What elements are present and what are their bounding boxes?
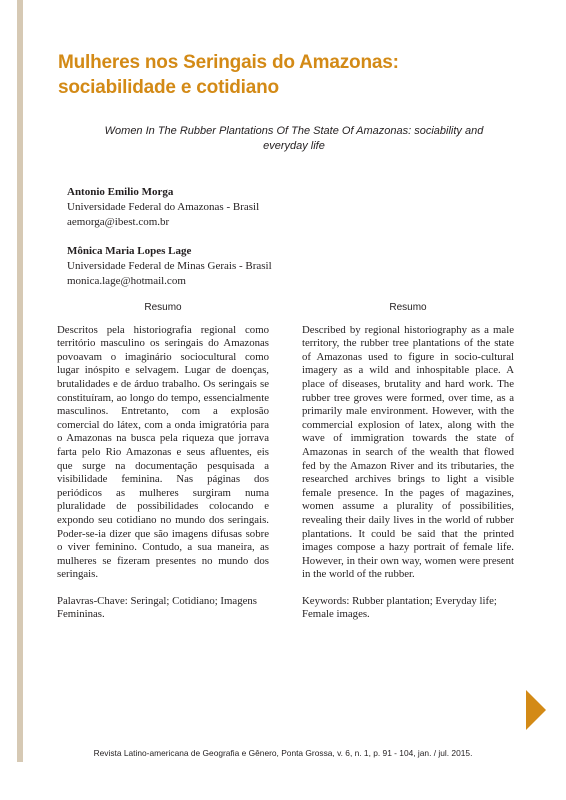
abstract-body: Described by regional historiography as a male territory, the rubber tree plantations of the state of Amazonas used to figure in socio-cultural imagery as a wild and inhospitable place. A place of diseases, brutality and hard work. The rubber tree groves were formed, over time, as a primarily male environment. However, with the commercial explosion of latex, along with the wave of immigration towards the state of Amazonas in search of the wealth that flowed fed by the Amazon River and its tributaries, the researched archives brings to light a visible female presence. In the pages of magazines, women assume a plurality of possibilities, revealing their daily lives in the world of rubber plantations. It could be said that the printed images compose a hazy portrait of female life. However, in their own way, women were present in the world of the rubber.	[302, 323, 514, 581]
author-email[interactable]: aemorga@ibest.com.br	[67, 216, 170, 228]
abstract-keywords: Palavras-Chave: Seringal; Cotidiano; Imagens Femininas.	[57, 594, 257, 621]
abstract-heading: Resumo	[389, 302, 427, 313]
left-margin-rule	[17, 0, 23, 762]
abstract-heading: Resumo	[144, 302, 182, 313]
title-line-2: sociabilidade e cotidiano	[58, 77, 279, 98]
subtitle-line-2: everyday life	[263, 140, 325, 152]
journal-footer: Revista Latino-americana de Geografia e Gênero, Ponta Grossa, v. 6, n. 1, p. 91 - 104, jan. / jul. 2015.	[93, 748, 473, 758]
author-1	[67, 185, 367, 230]
abstract-portuguese	[57, 301, 269, 635]
author-affiliation: Universidade Federal de Minas Gerais - Brasil	[67, 260, 272, 272]
author-name: Mônica Maria Lopes Lage	[67, 245, 192, 257]
author-email[interactable]: monica.lage@hotmail.com	[67, 275, 186, 287]
triangle-right-icon[interactable]	[526, 690, 546, 730]
author-block	[67, 185, 367, 303]
author-name: Antonio Emilio Morga	[67, 186, 174, 198]
title-line-1: Mulheres nos Seringais do Amazonas:	[58, 52, 399, 73]
abstract-body: Descritos pela historiografia regional como território masculino os seringais do Amazonas povoavam o imaginário sociocultural como lugar inóspito e selvagem. Lugar de doenças, brutalidades e de árduo trabalho. Os seringais se constituíram, ao longo do tempo, essencialmente masculinos. Entretanto, com a explosão comercial do látex, com a onda imigratória para o Amazonas na busca pela riqueza que jorrava farta pelo Rio Amazonas e seus afluentes, eis que surge na documentação pesquisada a visibilidade feminina. Nas páginas dos periódicos as mulheres surgiram numa pluralidade de possibilidades colocando e expondo seu cotidiano no mundo dos seringais. Poder-se-ia dizer que são imagens difusas sobre o viver feminino. Contudo, a sua maneira, as mulheres se fizeram presentes no mundo dos seringais.	[57, 323, 269, 581]
abstract-english	[302, 301, 514, 635]
abstract-keywords: Keywords: Rubber plantation; Everyday life; Female images.	[302, 594, 497, 621]
english-title	[60, 124, 528, 154]
article-title	[58, 50, 538, 100]
author-affiliation: Universidade Federal do Amazonas - Brasil	[67, 201, 260, 213]
subtitle-line-1: Women In The Rubber Plantations Of The State Of Amazonas: sociability and	[104, 125, 484, 137]
author-2	[67, 244, 367, 289]
